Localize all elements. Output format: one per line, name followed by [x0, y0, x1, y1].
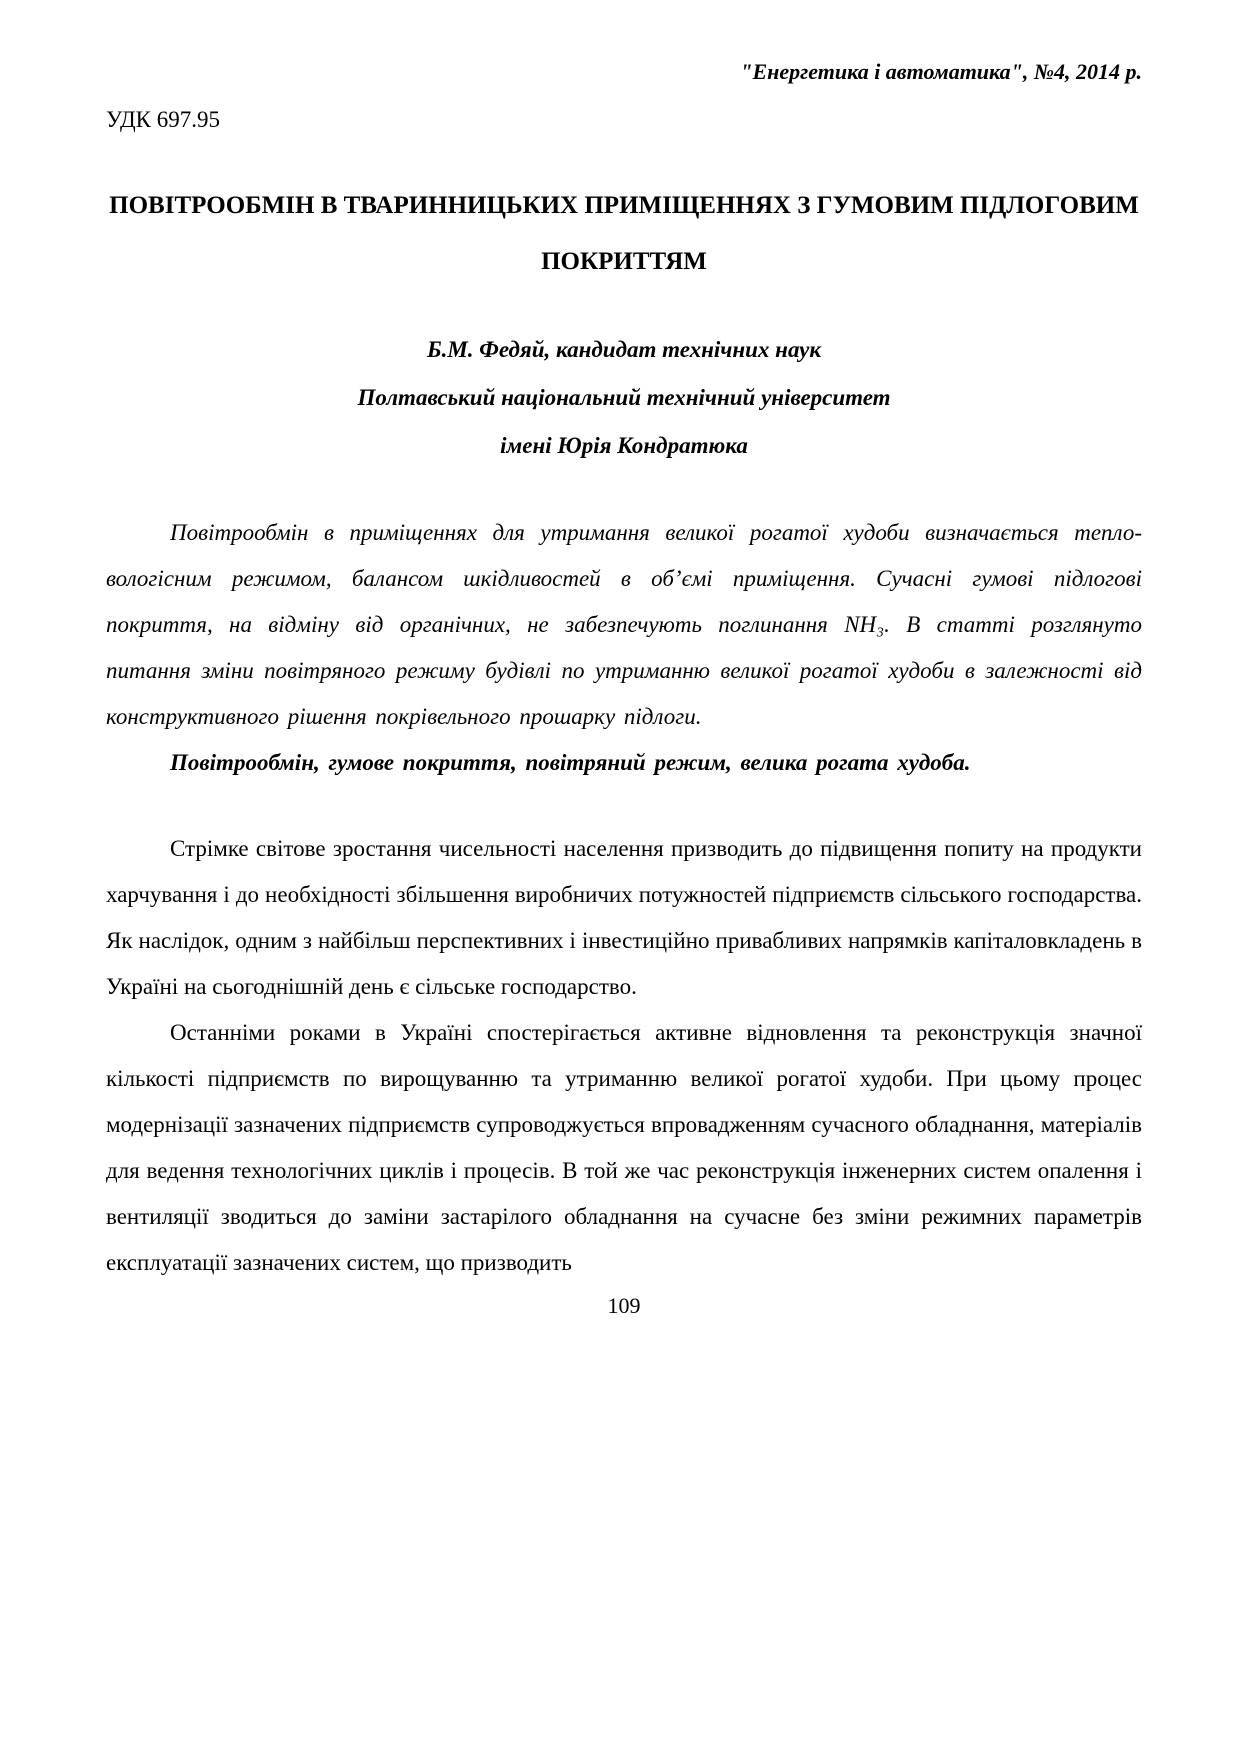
udc-number: УДК 697.95 [106, 107, 220, 132]
author-line-university-name: імені Юрія Кондратюка [500, 433, 748, 458]
abstract-block [106, 510, 1142, 786]
body-paragraph: Стрімке світове зростання чисельності населення призводить до підвищення попиту на продукти харчування і до необхідності збільшення виробничих потужностей підприємств сільського господарства. Як наслідок, одним з найбільш перспективних і інвестиційно привабливих напрямків капіталовкладень в Україні на сьогоднішній день є сільське господарство. [106, 836, 1142, 999]
keywords-paragraph: Повітрообмін, гумове покриття, повітряний режим, велика рогата худоба. [170, 750, 971, 775]
body-paragraph: Останніми роками в Україні спостерігається активне відновлення та реконструкція значної кількості підприємств по вирощуванню та утриманню великої рогатої худоби. При цьому процес модернізації зазначених підприємств супроводжується впровадженням сучасного обладнання, матеріалів для ведення технологічних циклів і процесів. В той же час реконструкція інженерних систем опалення і вентиляції зводиться до заміни застарілого обладнання на сучасне без зміни режимних параметрів експлуатації зазначених систем, що призводить [106, 1020, 1142, 1275]
author-line-university: Полтавський національний технічний університет [357, 385, 891, 410]
authors-block [106, 326, 1142, 470]
journal-header: "Енергетика і автоматика", №4, 2014 р. [740, 59, 1142, 84]
author-line-name: Б.М. Федяй, кандидат технічних наук [426, 337, 822, 362]
abstract-paragraph: Повітрообмін в приміщеннях для утримання великої рогатої худоби визначається тепло-вологісним режимом, балансом шкідливостей в об’ємі приміщення. Сучасні гумові підлогові покриття, на відміну від органічних, не забезпечують поглинання NH₃. В статті розглянуто питання зміни повітряного режиму будівлі по утриманню великої рогатої худоби в залежності від конструктивного рішення покрівельного прошарку підлоги. [106, 520, 1142, 729]
page-number: 109 [607, 1293, 641, 1318]
paper-title: ПОВІТРООБМІН В ТВАРИННИЦЬКИХ ПРИМІЩЕННЯХ З ГУМОВИМ ПІДЛОГОВИМ ПОКРИТТЯМ [109, 192, 1139, 275]
body-text [106, 826, 1142, 1286]
